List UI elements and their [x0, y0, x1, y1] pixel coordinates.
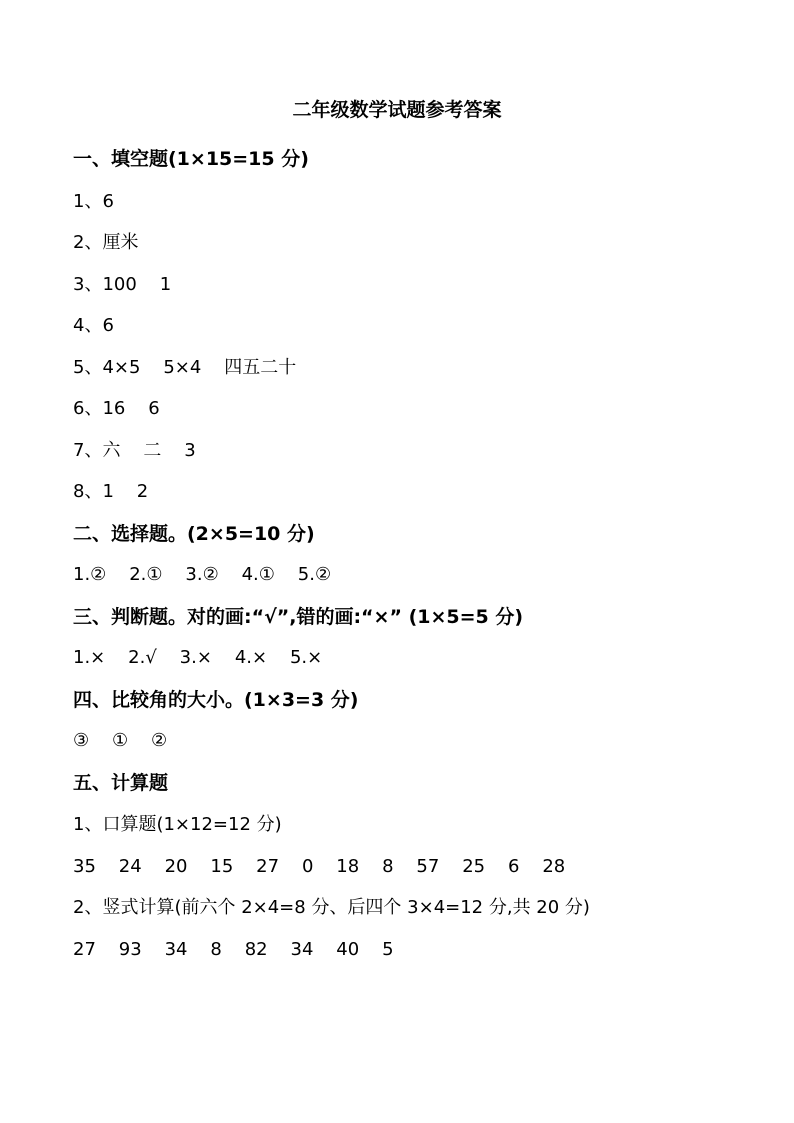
fill-blank-answer-8: 8、1 2 [73, 481, 149, 502]
fill-blank-answer-4: 4、6 [73, 315, 114, 336]
mental-math-subheading: 1、口算题(1×12=12 分) [73, 814, 282, 835]
vertical-calc-subheading: 2、竖式计算(前六个 2×4=8 分、后四个 3×4=12 分,共 20 分) [73, 897, 590, 918]
judgement-answers: 1.× 2.√ 3.× 4.× 5.× [73, 647, 323, 668]
choice-answers: 1.② 2.① 3.② 4.① 5.② [73, 564, 332, 585]
vertical-calc-answers: 27 93 34 8 82 34 40 5 [73, 939, 394, 960]
section-1-heading: 一、填空题(1×15=15 分) [73, 148, 309, 170]
fill-blank-answer-6: 6、16 6 [73, 398, 160, 419]
fill-blank-answer-5: 5、4×5 5×4 四五二十 [73, 357, 297, 378]
section-3-heading: 三、判断题。对的画:“√”,错的画:“×” (1×5=5 分) [73, 606, 524, 628]
angle-compare-answers: ③ ① ② [73, 730, 168, 751]
page-title: 二年级数学试题参考答案 [292, 99, 502, 121]
fill-blank-answer-2: 2、厘米 [73, 232, 139, 253]
fill-blank-answer-3: 3、100 1 [73, 274, 172, 295]
fill-blank-answer-1: 1、6 [73, 191, 114, 212]
fill-blank-answer-7: 7、六 二 3 [73, 440, 196, 461]
section-2-heading: 二、选择题。(2×5=10 分) [73, 523, 315, 545]
section-4-heading: 四、比较角的大小。(1×3=3 分) [73, 689, 359, 711]
mental-math-answers: 35 24 20 15 27 0 18 8 57 25 6 28 [73, 856, 566, 877]
section-5-heading: 五、计算题 [73, 772, 169, 794]
